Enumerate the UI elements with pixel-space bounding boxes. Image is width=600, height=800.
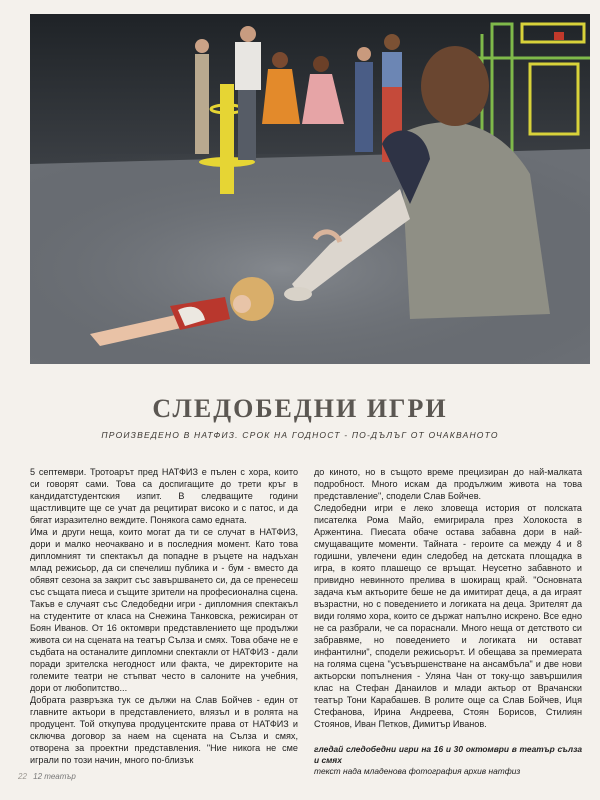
magazine-name: 12 театър (33, 772, 76, 781)
paragraph: Следобедни игри е леко зловеща история от полската писателка Рома Майо, емигрирала през Холокоста в Аржентина. Пиесата обаче остава забавна дори в най-смущаващите моменти. Тайната - героите са между 4 и 8 годишни, увлечени един следобед на детската площадка в игра, в която плашещо се връщат. Неусетно забавното и привидно невинното прелива в шокиращ край. "Основната задача към актьорите беше не да имитират деца, а да играят възрастни, но с поведението и логиката на деца. Зрителят да види голямо хора, които се държат напълно искрено. Все едно не са разбрали, че са пораснали. Много неща от детството си забравяме, но поведението и логиката ни остават инфантилни", сподели режисьорът. И обещава за премиерата на голяма сцена "усъвършенстване на ансамбъла" и две нови актьорски попълнения - Уляна Чан от току-що завършилия клас на Стефан Данаилов и млади актьор от Врачански театър Тони Карабашев. В ролите още са Слав Бойчев, Иця Стефанова, Ирина Андреева, Стоян Борисов, Стилиян Стоянов, Иван Петков, Димитър Иванов. (314, 503, 582, 729)
right-column (314, 466, 582, 777)
paragraph: 5 септември. Тротоарът пред НАТФИЗ е пълен с хора, които си говорят сами. Това са доспигащите до трети кръг в кандидатстудентския изпит. В следващите години щастливците ще се учат да рецитират високо и с патос, и да бягат изразително веждите. Понякога само едната. (30, 467, 298, 525)
stage-photo (30, 14, 590, 364)
paragraph: до киното, но в същото време прецизиран до най-малката подробност. Много искам да продължим живота на това представление", сподели Слав Бойчев. (314, 467, 582, 501)
paragraph: Има и други неща, които могат да ти се случат в НАТФИЗ, дори и малко неочаквано и в последния момент. Като това дипломният ти спектакъл да попадне в ръцете на надъхан млад режисьор, да си спечелиш публика и - бум - вместо да обявят сезона за закрит със завършването си, да се пренесеш със същата пиеса и същите зрители на професионална сцена. Такъв е случаят със Следобедни игри - дипломния спектакъл на студентите от класа на Снежина Танковска, режисиран от Боян Иванов. От 16 октомври представлението ще продължи живота си на сцената на театър Сълза и смях. Това обаче не е съдбата на останалите дипломни спектакли от НАТФИЗ - дали поради зрителска негодност или факта, че директорите на големите театри не стъпват често в салоните на учебния, дори от любопитство... (30, 527, 298, 693)
stage-photo-icon (30, 14, 590, 364)
article-title: СЛЕДОБЕДНИ ИГРИ (152, 394, 448, 423)
paragraph: Добрата развръзка тук се дължи на Слав Бойчев - един от главните актьори в представлението, влязъл и в ролята на продуцент. Той откупува продуцентските права от НАТФИЗ и сключва договор за наем на сцената на Сълза и смях, отворена за проектни представления. "Ние никога не сме играли по този начин, много по-близък (30, 695, 298, 765)
article-credit: текст нада младенова фотография архив натфиз (314, 766, 521, 776)
left-column (30, 466, 298, 766)
performance-caption: гледай следобедни игри на 16 и 30 октомври в театър сълза и смях (314, 744, 582, 765)
page-number: 22 (18, 772, 27, 781)
page-footer (18, 772, 76, 781)
article-subtitle: ПРОИЗВЕДЕНО В НАТФИЗ. СРОК НА ГОДНОСТ - ПО-ДЪЛЪГ ОТ ОЧАКВАНОТО (101, 430, 499, 440)
